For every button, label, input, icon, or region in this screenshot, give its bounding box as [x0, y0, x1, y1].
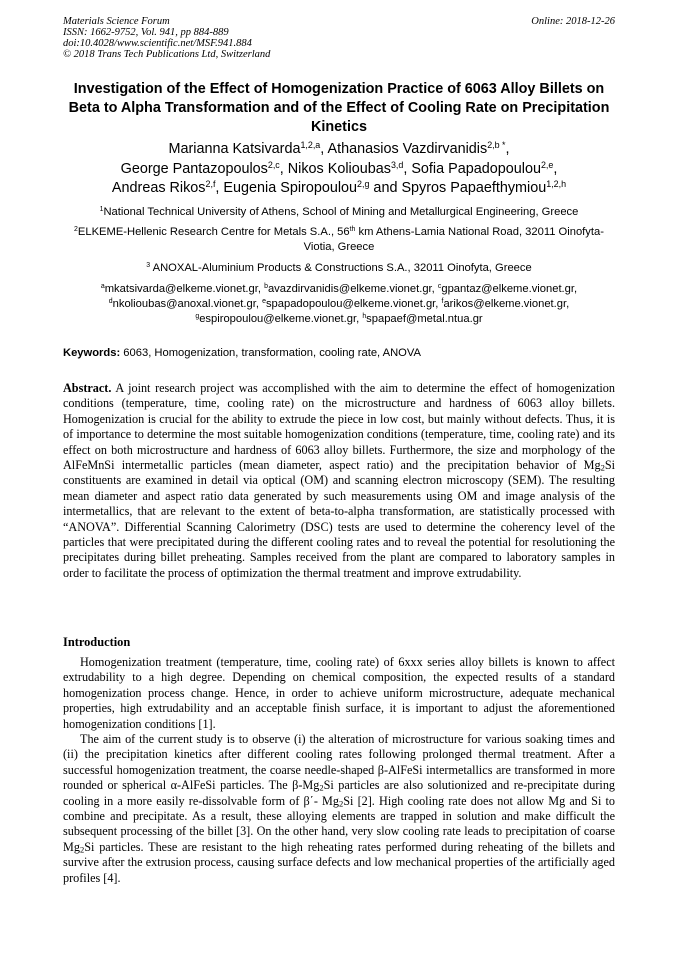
email[interactable]: $^d$nkolioubas@anoxal.vionet.gr — [108, 298, 256, 310]
paragraph: Homogenization treatment (temperature, time, cooling rate) of 6xxx series alloy billets is known to affect extrudability to a high degree. Depending on chemical composition, the expected results of a standard homogenization process change. Hence, in order to achieve uniform microstructure, adequate mechanical properties, high extrudability and an acceptable finish surface, it is important to adjust the aforementioned homogenization conditions [1]. — [63, 655, 615, 731]
email-list: $^a$mkatsivarda@elkeme.vionet.gr, $^b$avazdirvanidis@elkeme.vionet.gr, $^c$gpantaz@elkeme.vionet.gr, $^d$nkolioubas@anoxal.vionet.gr, $^e$spapadopoulou@elkeme.vionet.gr, $^f$arikos@elkeme.vionet.gr, $^g$espiropoulou@elkeme.vionet.gr, $^h$spapaef@metal.ntua.gr — [100, 283, 578, 325]
author: Sofia Papadopoulou$^{2,e}$ — [411, 159, 554, 177]
author: Athanasios Vazdirvanidis$^{2,b *}$ — [327, 140, 506, 157]
email[interactable]: $^f$arikos@elkeme.vionet.gr — [441, 298, 567, 310]
journal-name: Materials Science Forum — [63, 16, 170, 27]
section-heading: Introduction — [63, 635, 131, 649]
author: Andreas Rikos$^{2,f}$ — [111, 179, 216, 196]
author: Eugenia Spiropoulou$^{2,g}$ — [223, 179, 370, 196]
abstract-label: Abstract. — [63, 381, 112, 395]
author: Nikos Kolioubas$^{3,d}$ — [287, 159, 404, 177]
keywords-label: Keywords: — [63, 347, 121, 359]
online-date: Online: 2018-12-26 — [531, 16, 615, 27]
email[interactable]: $^h$spapaef@metal.ntua.gr — [362, 313, 483, 325]
journal-issn: ISSN: 1662-9752, Vol. 941, pp 884-889 — [63, 27, 229, 38]
email[interactable]: $^e$spapadopoulou@elkeme.vionet.gr — [262, 298, 436, 310]
journal-header — [63, 16, 615, 60]
email[interactable]: $^b$avazdirvanidis@elkeme.vionet.gr — [264, 283, 432, 295]
journal-doi: doi:10.4028/www.scientific.net/MSF.941.884 — [63, 38, 252, 49]
author: Spyros Papaefthymiou$^{1,2,h}$ — [401, 179, 567, 196]
affiliation-1: $^1$National Technical University of Athens, School of Mining and Metallurgical Engineering, Greece — [99, 206, 579, 218]
introduction-body — [63, 655, 615, 886]
author: Marianna Katsivarda$^{1,2,a}$ — [168, 140, 321, 157]
paragraph: The aim of the current study is to observe (i) the alteration of microstructure for various soaking times and (ii) the precipitation kinetics after different cooling rates following prolonged thermal treatment. After a successful homogenization treatment, the coarse needle-shaped β-AlFeSi intermetallics are transformed in more rounded or spherical α-AlFeSi particles. The $\beta-Mg_2Si$ particles are also solutionized and re-precipitate during cooling in a more easily re-dissolvable form of β΄- $Mg_2Si$ [2]. High cooling rate does not allow Mg and Si to combine and precipitate. As a result, these alloying elements are trapped in solution and make difficult the subsequent processing of the billet [3]. On the other hand, very slow cooling rate leads to precipitation of coarse $Mg_2Si$ particles. These are resistant to the high reheating rates performed during reheating of the billets and survive after the extrusion process, causing surface defects and low mechanical properties of the artificially aged profiles [4]. — [63, 732, 616, 885]
affiliation-2: $^2$ELKEME-Hellenic Research Centre for Metals S.A., 56th km Athens-Lamia National Road, 32011 Oinofyta-Viotia, Greece — [74, 226, 604, 253]
keywords-text: 6063, Homogenization, transformation, cooling rate, ANOVA — [120, 347, 421, 359]
keywords — [63, 346, 615, 361]
abstract: Abstract. A joint research project was accomplished with the aim to determine the effect of homogenization conditions (temperature, time, cooling rate) on the microstructure and hardness of 6063 alloy billets. Homogenization is crucial for the ability to extrude the piece in low cost, but mainly without defects. Thus, it is of importance to determine the most suitable homogenization conditions (temperature, time, cooling rate) and its effect on both microstructure and hardness of 6063 alloy billets. Furthermore, the size and morphology of the AlFeMnSi intermetallic particles (mean diameter, aspect ratio) and the precipitation behavior of $Mg_2Si$ constituents are examined in detail via optical (OM) and scanning electron microscopy (SEM). The resulting mean diameter and aspect ratio data generated by such measurements using OM and image analysis of the intermetallics, that are relevant to the extent of beta-to-alpha transformation, are statistically processed with “ANOVA”. Differential Scanning Calorimetry (DSC) tests are used to determine the coherency level of the particles that were precipitated during the different cooling rates and to reveal the potential for resolutioning the precipitates during billet preheating. Samples received from the plant are compared to laboratory samples in order to facilitate the process of optimization the thermal treatment and improve extrudability. — [63, 381, 615, 580]
author: George Pantazopoulos$^{2,c}$ — [120, 159, 280, 177]
email[interactable]: $^g$espiropoulou@elkeme.vionet.gr — [195, 313, 357, 325]
author-list: Marianna Katsivarda$^{1,2,a}$, Athanasios Vazdirvanidis$^{2,b *}$, George Pantazopoulos$^{2,c}$, Nikos Kolioubas$^{3,d}$, Sofia Papadopoulou$^{2,e}$, Andreas Rikos$^{2,f}$, Eugenia Spiropoulou$^{2,g}$ and Spyros Papaefthymiou$^{1,2,h}$ — [111, 140, 567, 196]
email[interactable]: $^c$gpantaz@elkeme.vionet.gr — [437, 283, 574, 295]
affiliation-3: $^3$ ANOXAL-Aluminium Products & Constructions S.A., 32011 Oinofyta, Greece — [146, 262, 532, 274]
paper-title: Investigation of the Effect of Homogenization Practice of 6063 Alloy Billets on Beta to Alpha Transformation and of the Effect of Cooling Rate on Precipitation Kinetics — [68, 81, 610, 135]
journal-copyright: © 2018 Trans Tech Publications Ltd, Switzerland — [63, 49, 271, 60]
email[interactable]: $^a$mkatsivarda@elkeme.vionet.gr — [100, 283, 258, 295]
